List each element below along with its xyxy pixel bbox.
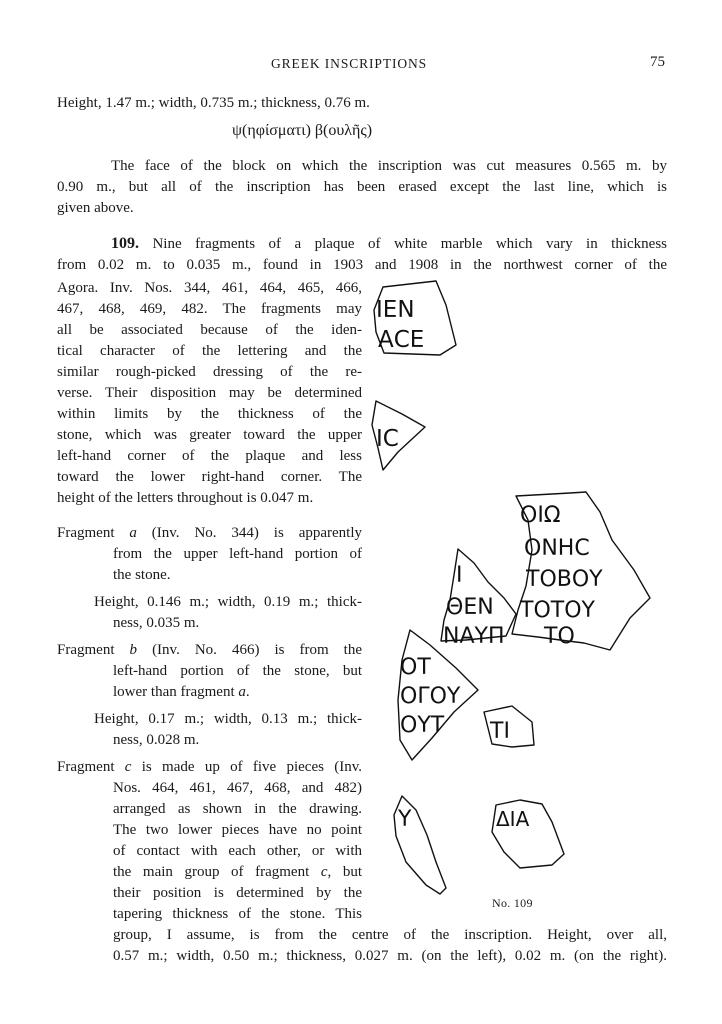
fragment-text: (Inv. No. 466) is from the (152, 642, 363, 658)
entry-number: 109. (111, 235, 139, 252)
fragment-b-dims: Height, 0.17 m.; width, 0.13 m.; thick- (94, 711, 362, 727)
fragment-a-line: the stone. (113, 567, 171, 583)
fragment-letter: b (129, 642, 138, 658)
page-number: 75 (650, 54, 665, 70)
entry-line: from 0.02 m. to 0.035 m., found in 1903 and 1908 in the northwest corner of the (57, 257, 667, 273)
fragment-c-text: ΘΕΝ (446, 595, 494, 620)
fragment-b-line: left-hand portion of the stone, but (113, 663, 362, 679)
fragment-letter: a (129, 525, 137, 541)
fragment-c-line: arranged as shown in the drawing. (113, 801, 362, 817)
entry-col-line: left-hand corner of the plaque and less (57, 448, 362, 464)
fragment-a-text: ΑCΕ (378, 327, 425, 353)
fragment-c-text: ΤΟΤΟΥ (520, 598, 595, 623)
entry-col-line: toward the lower right-hand corner. The (57, 469, 362, 485)
fragment-c-line: their position is determined by the (113, 885, 362, 901)
fragment-letter: c (320, 864, 328, 880)
paragraph-line: given above. (57, 200, 134, 216)
entry-col-line: similar rough-picked dressing of the re- (57, 364, 362, 380)
block-dimensions: Height, 1.47 m.; width, 0.735 m.; thickness, 0.76 m. (57, 95, 370, 111)
fragment-c-text: ΟΝΗC (524, 536, 590, 561)
fragment-c-text: ΤΙ (490, 719, 510, 744)
fragment-c-text: ΔΙΑ (496, 807, 530, 831)
fragment-c-text: ΤΟ (544, 624, 575, 649)
entry-col-line: verse. Their disposition may be determined (57, 385, 362, 401)
fragment-text: is made up of five pieces (Inv. (141, 759, 363, 775)
fragment-text: . (245, 684, 250, 700)
fragment-text: lower than fragment (113, 684, 235, 700)
entry-col-line: 467, 468, 469, 482. The fragments may (57, 301, 362, 317)
entry-first-line-text: Nine fragments of a plaque of white marble which vary in thickness (152, 236, 668, 252)
fragment-c-text: ΟΓΟΥ (400, 684, 461, 709)
fragment-c-line: group, I assume, is from the centre of the inscription. Height, over all, (113, 927, 667, 943)
fragment-a-dims: Height, 0.146 m.; width, 0.19 m.; thick- (94, 594, 362, 610)
fragment-b-dims: ness, 0.028 m. (113, 732, 200, 748)
fragment-c-text: ΝΑΥΠ (443, 624, 505, 649)
fragment-c-text: ΟΤ (400, 655, 431, 680)
fragment-text: (Inv. No. 344) is apparently (151, 525, 362, 541)
fragment-c-line: 0.57 m.; width, 0.50 m.; thickness, 0.027 m. (on the left), 0.02 m. (on the right). (113, 948, 667, 964)
entry-col-line: within limits by the thickness of the (57, 406, 362, 422)
drawing-caption: No. 109 (492, 896, 533, 910)
paragraph-line: The face of the block on which the inscription was cut measures 0.565 m. by (111, 158, 667, 174)
fragment-text: , but (327, 864, 363, 880)
fragment-c-line: Nos. 464, 461, 467, 468, and 482) (113, 780, 362, 796)
fragment-text: the main group of fragment (113, 864, 310, 880)
fragment-c-text: ΟΙΩ (520, 503, 561, 528)
fragment-c-line: of contact with each other, or with (113, 843, 362, 859)
entry-col-line: height of the letters throughout is 0.047 m. (57, 490, 314, 506)
fragment-c-text: Υ (398, 807, 412, 832)
fragment-letter: c (124, 759, 132, 775)
fragment-label: Fragment (57, 525, 115, 541)
entry-col-line: Agora. Inv. Nos. 344, 461, 464, 465, 466, (57, 280, 362, 296)
running-title: GREEK INSCRIPTIONS (271, 56, 428, 71)
greek-formula: ψ(ηφίσματι) β(ουλῆς) (232, 122, 373, 139)
entry-col-line: stone, which was greater toward the upper (57, 427, 362, 443)
fragment-a-dims: ness, 0.035 m. (113, 615, 200, 631)
fragment-letter: a (238, 684, 246, 700)
fragment-c-line: tapering thickness of the stone. This (113, 906, 362, 922)
fragment-a-text: ΙΕΝ (376, 297, 415, 323)
fragment-c-line: The two lower pieces have no point (113, 822, 362, 838)
paragraph-line: 0.90 m., but all of the inscription has been erased except the last line, which is (57, 179, 667, 195)
entry-col-line: all be associated because of the iden- (57, 322, 362, 338)
entry-col-line: tical character of the lettering and the (57, 343, 362, 359)
fragment-c-text: ΟΥΤ (400, 713, 445, 738)
fragment-c-text: ΤΟΒΟΥ (526, 567, 603, 592)
fragment-label: Fragment (57, 642, 115, 658)
fragment-a-line: from the upper left-hand portion of (113, 546, 362, 562)
fragment-c-text: Ι (456, 563, 463, 588)
fragment-label: Fragment (57, 759, 115, 775)
fragment-b-text: ΙC (376, 426, 399, 452)
